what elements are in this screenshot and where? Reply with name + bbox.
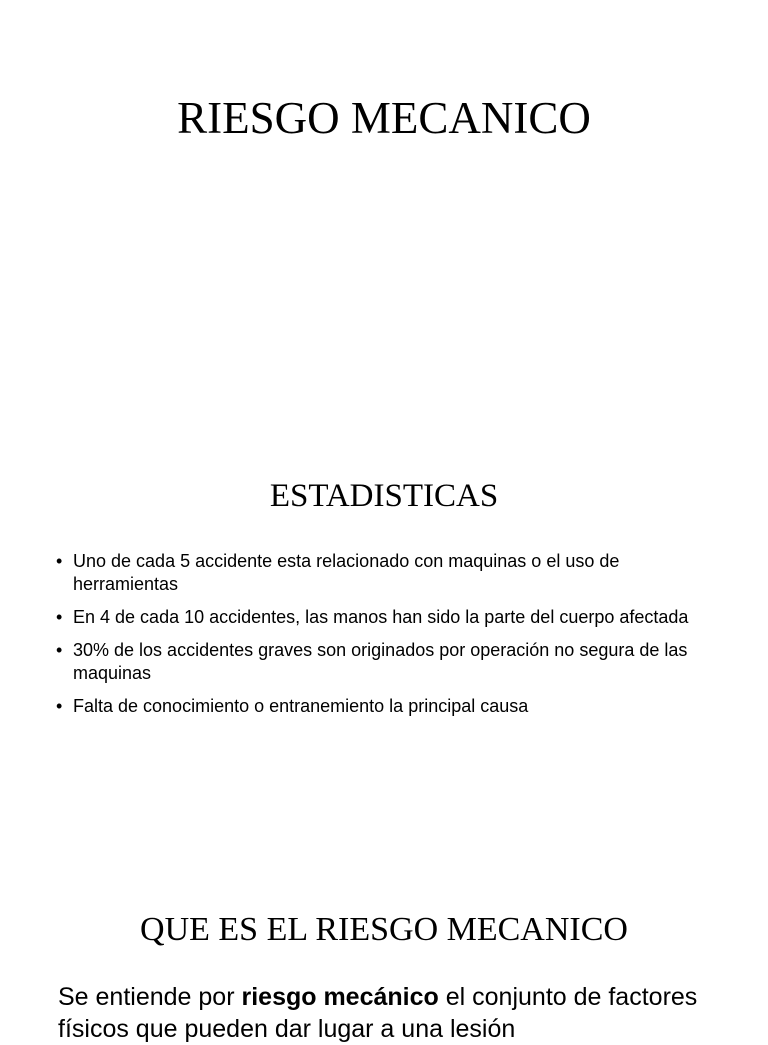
bullet-text: Falta de conocimiento o entranemiento la principal causa [73, 696, 529, 716]
slide-statistics [0, 432, 768, 864]
slide-title [0, 0, 768, 432]
statistics-bullet-list [56, 550, 716, 728]
bullet-item [56, 695, 716, 718]
definition-term: riesgo mecánico [241, 983, 439, 1011]
bullet-item [56, 606, 716, 629]
slide-title-heading: RIESGO MECANICO [177, 93, 591, 143]
slide-definition [0, 864, 768, 1043]
bullet-item [56, 639, 716, 685]
definition-lead: Se entiende por [58, 983, 242, 1011]
bullet-dot-icon: • [56, 607, 63, 627]
bullet-text: Uno de cada 5 accidente esta relacionado con maquinas o el uso de herramientas [73, 551, 620, 594]
bullet-dot-icon: • [56, 551, 63, 571]
definition-rest: el conjunto de factores físicos que pueden dar lugar a una lesión [58, 983, 698, 1043]
definition-paragraph [58, 981, 758, 1045]
bullet-text: En 4 de cada 10 accidentes, las manos han sido la parte del cuerpo afectada [73, 607, 689, 627]
bullet-dot-icon: • [56, 640, 63, 660]
definition-heading: QUE ES EL RIESGO MECANICO [140, 911, 628, 948]
bullet-text: 30% de los accidentes graves son originados por operación no segura de las maquinas [73, 640, 688, 683]
bullet-item [56, 550, 716, 596]
statistics-heading: ESTADISTICAS [269, 478, 499, 514]
bullet-dot-icon: • [56, 696, 63, 716]
